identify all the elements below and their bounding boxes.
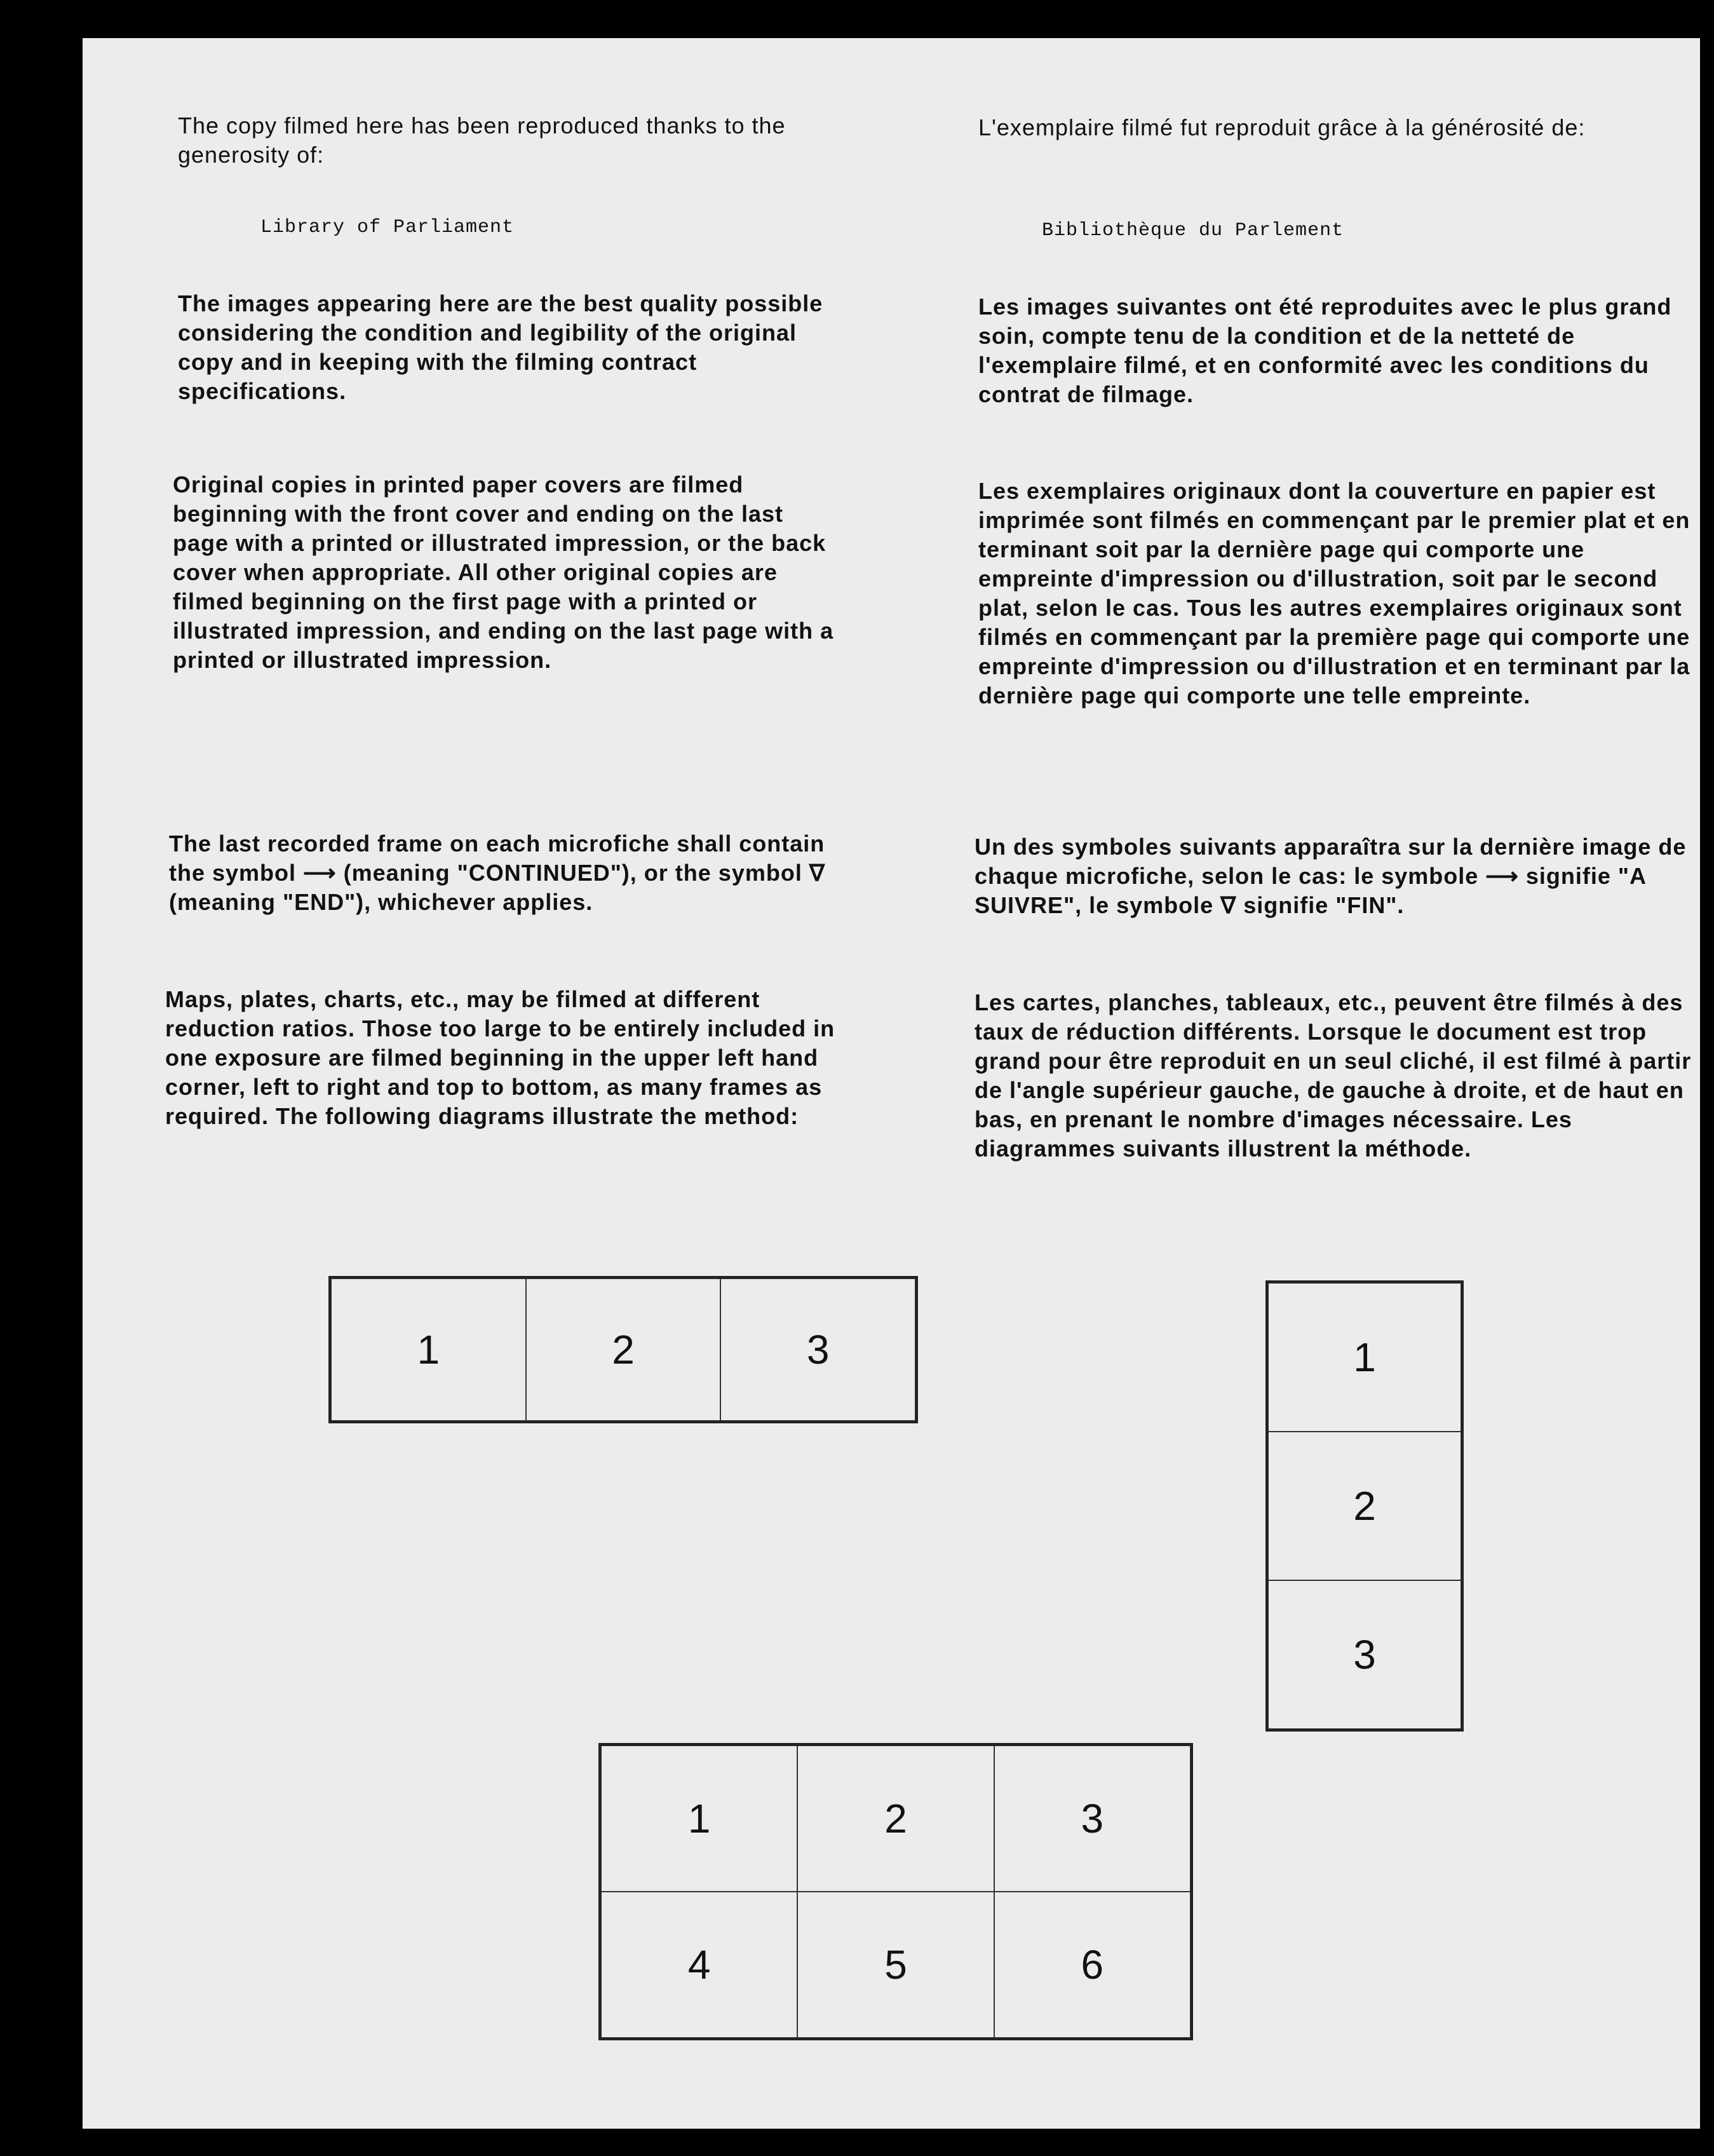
diagram-grid	[598, 1743, 1193, 2040]
diagram-cell: 1	[601, 1746, 797, 1892]
right-symbol-paragraph: Un des symboles suivants apparaîtra sur la dernière image de chaque microfiche, selon le cas: le symbole ⟶ signifie "A SUIVRE", le symbole ∇ signifie "FIN".	[975, 834, 1687, 918]
diagram-cell: 1	[331, 1278, 526, 1421]
left-originals-paragraph: Original copies in printed paper covers are filmed beginning with the front cover and ending on the last page with a printed or illustrated impression, or the back cover when appropriate. All other original copies are filmed beginning on the first page with a printed or illustrated impression, and ending on the last page with a printed or illustrated impression.	[173, 471, 834, 673]
page	[83, 38, 1700, 2129]
diagram-cell: 2	[797, 1746, 994, 1892]
diagram-cell: 5	[797, 1892, 994, 2038]
right-maps-paragraph: Les cartes, planches, tableaux, etc., peuvent être filmés à des taux de réduction différents. Lorsque le document est trop grand pour être reproduit en un seul cliché, il est filmé à partir de l'angle supérieur gauche, de gauche à droite, et de haut en bas, en prenant le nombre d'images nécessaire. Les diagrammes suivants illustrent la méthode.	[975, 989, 1692, 1162]
diagram-cell: 1	[1268, 1283, 1461, 1432]
diagram-cell: 3	[1268, 1580, 1461, 1729]
left-intro: The copy filmed here has been reproduced thanks to the generosity of:	[178, 112, 786, 168]
left-symbol-paragraph: The last recorded frame on each microfiche shall contain the symbol ⟶ (meaning "CONTINUED"), or the symbol ∇ (meaning "END"), whichever applies.	[169, 831, 825, 915]
diagram-cell: 3	[720, 1278, 915, 1421]
diagram-row	[328, 1276, 918, 1423]
diagram-cell: 6	[994, 1892, 1191, 2038]
right-quality-paragraph: Les images suivantes ont été reproduites avec le plus grand soin, compte tenu de la condition et de la netteté de l'exemplaire filmé, et en conformité avec les conditions du contrat de filmage.	[978, 294, 1672, 407]
right-originals-paragraph: Les exemplaires originaux dont la couverture en papier est imprimée sont filmés en commençant par le premier plat et en terminant soit par la dernière page qui comporte une empreinte d'impression ou d'illustration, soit par le second plat, selon le cas. Tous les autres exemplaires originaux sont filmés en commençant par la première page qui comporte une empreinte d'impression ou d'illustration et en terminant par la dernière page qui comporte une telle empreinte.	[978, 478, 1690, 708]
diagram-cell: 2	[526, 1278, 721, 1421]
diagram-cell: 3	[994, 1746, 1191, 1892]
right-library-name: Bibliothèque du Parlement	[1042, 220, 1344, 241]
right-intro: L'exemplaire filmé fut reproduit grâce à la générosité de:	[978, 114, 1586, 140]
diagram-cell: 2	[1268, 1432, 1461, 1580]
diagram-column	[1265, 1280, 1464, 1732]
left-maps-paragraph: Maps, plates, charts, etc., may be filmed at different reduction ratios. Those too large to be entirely included in one exposure are filmed beginning in the upper left hand corner, left to right and top to bottom, as many frames as required. The following diagrams illustrate the method:	[165, 986, 835, 1129]
left-quality-paragraph: The images appearing here are the best quality possible considering the condition and legibility of the original copy and in keeping with the filming contract specifications.	[178, 290, 823, 404]
diagram-cell: 4	[601, 1892, 797, 2038]
left-library-name: Library of Parliament	[260, 217, 515, 238]
